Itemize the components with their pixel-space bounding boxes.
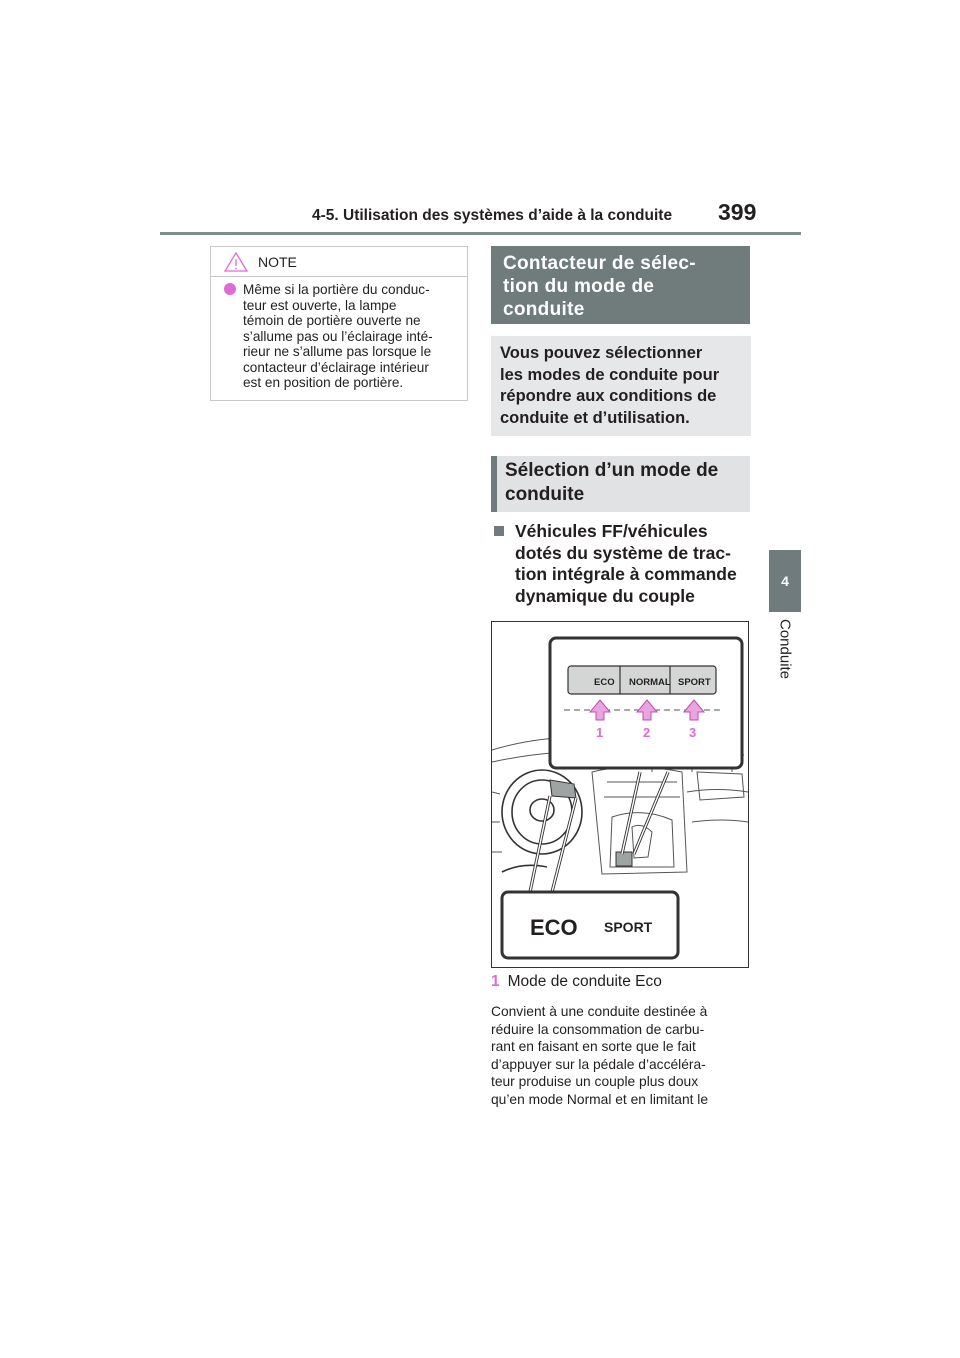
vehicle-heading-line: dynamique du couple: [515, 585, 695, 606]
cockpit-illustration: [492, 622, 748, 967]
main-heading: [491, 246, 750, 324]
square-bullet-icon: [494, 526, 504, 536]
intro-line: les modes de conduite pour: [500, 365, 720, 384]
note-line: teur est ouverte, la lampe: [243, 297, 397, 313]
description-line: teur produise un couple plus doux: [491, 1074, 699, 1090]
callout-number: 3: [689, 725, 697, 740]
vehicle-heading-line: Véhicules FF/véhicules: [515, 521, 708, 541]
note-label: NOTE: [258, 254, 297, 270]
note-header: [211, 247, 467, 277]
description-line: d’appuyer sur la pédale d’accéléra-: [491, 1056, 706, 1072]
vehicle-heading-line: dotés du système de trac-: [515, 542, 731, 563]
note-line: Même si la portière du conduc-: [243, 282, 430, 297]
normal-button-label: NORMAL: [629, 677, 671, 688]
intro-line: conduite et d’utilisation.: [500, 408, 690, 427]
chapter-name: [771, 619, 799, 699]
bullet-icon: [224, 283, 236, 295]
description-line: réduire la consommation de carbu-: [491, 1021, 705, 1037]
description-line: rant en faisant en sorte que le fait: [491, 1039, 696, 1055]
note-line: contacteur d’éclairage intérieur: [243, 359, 429, 375]
note-line: est en position de portière.: [243, 375, 404, 390]
item-number: 1: [491, 973, 500, 990]
intro-line: répondre aux conditions de: [500, 387, 717, 405]
item-1: [491, 973, 662, 991]
subheading: [491, 456, 750, 512]
note-box: [210, 246, 468, 401]
chapter-name-label: Conduite: [776, 619, 794, 680]
drive-mode-figure: [491, 621, 749, 968]
sport-switch-label: SPORT: [604, 919, 653, 935]
description-line: qu’en mode Normal et en limitant le: [491, 1091, 709, 1107]
heading-line: tion du mode de: [503, 276, 655, 297]
vehicle-heading-line: tion intégrale à commande: [515, 564, 737, 584]
note-text: [211, 277, 467, 391]
note-line: s’allume pas ou l’éclairage inté-: [243, 328, 433, 344]
heading-line: conduite: [503, 299, 585, 320]
note-line: rieur ne s’allume pas lorsque le: [243, 344, 432, 359]
note-line: témoin de portière ouverte ne: [243, 313, 421, 328]
eco-button-label: ECO: [594, 677, 615, 688]
eco-switch-label: ECO: [530, 915, 578, 940]
item-description: [491, 1003, 751, 1109]
warning-triangle-icon: [224, 252, 248, 272]
page-number: 399: [718, 199, 757, 225]
description-line: Convient à une conduite destinée à: [491, 1004, 708, 1019]
section-title: 4-5. Utilisation des systèmes d’aide à la conduite: [312, 207, 673, 224]
callout-number: 2: [643, 725, 651, 740]
chapter-number-tab: 4: [769, 550, 801, 612]
heading-line: Contacteur de sélec-: [503, 253, 696, 274]
item-label: Mode de conduite Eco: [507, 973, 662, 990]
subheading-line: Sélection d’un mode de: [505, 460, 719, 481]
sport-button-label: SPORT: [678, 677, 711, 688]
intro-line: Vous pouvez sélectionner: [500, 344, 703, 362]
header-rule: [160, 232, 801, 235]
callout-number: 1: [596, 725, 604, 740]
subheading-line: conduite: [505, 484, 585, 505]
vehicle-heading: [491, 521, 750, 607]
intro-box: [491, 336, 751, 436]
